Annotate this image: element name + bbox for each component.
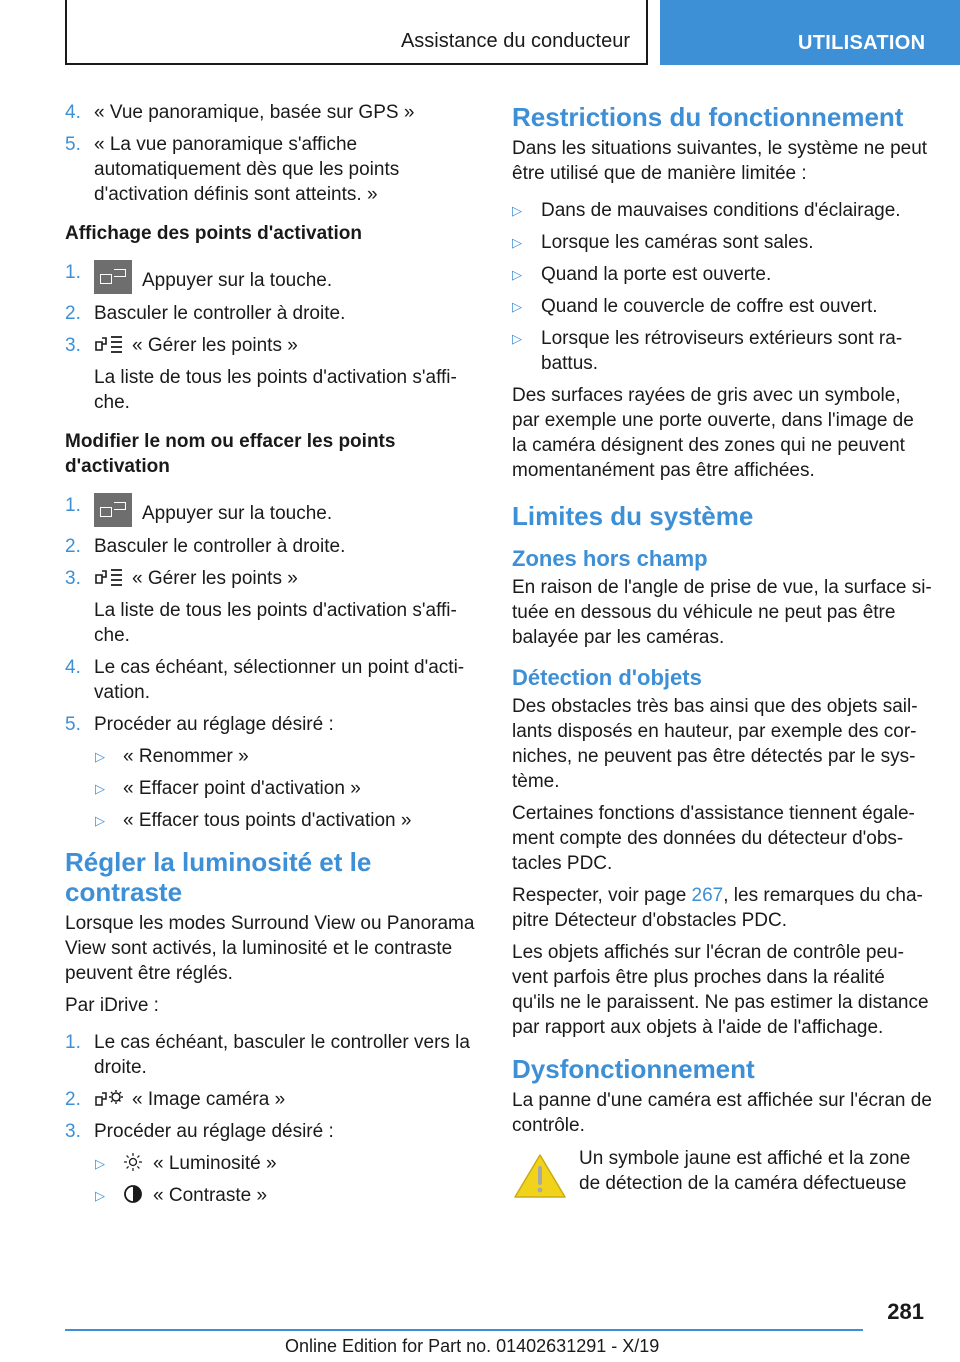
list-item — [65, 1030, 480, 1080]
left-column — [65, 100, 480, 1215]
right-column — [512, 100, 932, 1196]
list-text: Basculer le controller à droite. — [94, 303, 346, 324]
list-number: 1. — [65, 495, 81, 516]
triangle-bullet-icon: ▷ — [512, 267, 522, 282]
list-item — [65, 1087, 480, 1112]
list-text: Appuyer sur la touche. — [142, 270, 333, 291]
triangle-bullet-icon: ▷ — [95, 749, 105, 764]
camera-key-icon — [94, 493, 132, 527]
list-number: 3. — [65, 1121, 81, 1142]
sub-list-text: « Effacer point d'activation » — [123, 778, 361, 799]
paragraph-functions: Certaines fonctions d'assistance tiennent égale-ment compte des données du détecteur d'obs-tacles PDC. — [512, 803, 915, 874]
triangle-bullet-icon: ▷ — [95, 1156, 105, 1171]
page-link[interactable]: 267 — [691, 885, 724, 906]
triangle-bullet-icon: ▷ — [512, 331, 522, 346]
sub-list-text: « Renommer » — [123, 746, 249, 767]
list-number: 5. — [65, 134, 81, 155]
brightness-icon — [123, 1152, 143, 1172]
sub-list-item — [65, 1151, 480, 1176]
camera-settings-icon — [94, 1088, 124, 1108]
list-text: « Image caméra » — [132, 1089, 286, 1110]
list-text: « Vue panoramique, basée sur GPS » — [94, 102, 415, 123]
warning-text: Un symbole jaune est affiché et la zone de détection de la caméra défectueuse — [579, 1148, 911, 1194]
heading-restrictions: Restrictions du fonctionnement — [512, 102, 904, 132]
triangle-bullet-icon: ▷ — [512, 235, 522, 250]
manage-points-icon — [94, 334, 124, 354]
bullet-text: Quand le couvercle de coffre est ouvert. — [541, 296, 878, 317]
list-number: 2. — [65, 303, 81, 324]
sub-list-item — [65, 808, 480, 833]
paragraph-obstacles: Des obstacles très bas ainsi que des objets sail-lants disposés en hauteur, par exemple des cor-niches, ne peuvent pas être détectés par le sys-tème. — [512, 696, 918, 792]
footer-edition: Online Edition for Part no. 01402631291 - X/19 — [285, 1336, 660, 1356]
heading-blind-zones: Zones hors champ — [512, 546, 708, 571]
list-item — [65, 132, 480, 207]
list-number: 3. — [65, 335, 81, 356]
paragraph-brightness: Lorsque les modes Surround View ou Panorama View sont activés, la luminosité et le contraste peuvent être réglés. — [65, 913, 475, 984]
list-text: « Gérer les points » — [132, 568, 298, 589]
manage-points-icon — [94, 567, 124, 587]
paragraph-respect — [512, 883, 932, 933]
list-item — [65, 493, 480, 527]
list-text: Le cas échéant, basculer le controller vers la droite. — [94, 1032, 470, 1078]
bullet-text: Lorsque les rétroviseurs extérieurs sont ra-battus. — [541, 328, 903, 374]
header-chapter-tab — [660, 0, 960, 65]
list-item — [65, 534, 480, 559]
sub-list-text: « Contraste » — [153, 1185, 268, 1206]
footer-divider — [65, 1329, 863, 1331]
list-note: La liste de tous les points d'activation s'affi-che. — [94, 367, 457, 413]
page-number: 281 — [887, 1299, 924, 1324]
sub-list-item — [65, 776, 480, 801]
triangle-bullet-icon: ▷ — [512, 203, 522, 218]
heading-brightness-contrast: Régler la luminosité et le contraste — [65, 847, 372, 907]
contrast-icon — [123, 1184, 143, 1204]
list-number: 2. — [65, 1089, 81, 1110]
header-section-title: Assistance du conducteur — [400, 30, 630, 52]
paragraph-idrive: Par iDrive : — [65, 995, 159, 1016]
triangle-bullet-icon: ▷ — [95, 781, 105, 796]
sub-list-item — [65, 744, 480, 769]
paragraph-objects: Les objets affichés sur l'écran de contrôle peu-vent parfois être plus proches dans la réalité qu'ils ne le paraissent. Ne pas estimer la distance par rapport aux objets à l'aide de l'affichage. — [512, 942, 929, 1038]
list-text: Procéder au réglage désiré : — [94, 714, 334, 735]
list-text: Basculer le controller à droite. — [94, 536, 346, 557]
list-item — [65, 301, 480, 326]
list-text: Appuyer sur la touche. — [142, 503, 333, 524]
bullet-text: Lorsque les caméras sont sales. — [541, 232, 814, 253]
subheading-modify-points: Modifier le nom ou effacer les points d'activation — [65, 431, 396, 477]
paragraph-malfunction: La panne d'une caméra est affichée sur l'écran de contrôle. — [512, 1090, 932, 1136]
list-item — [65, 566, 480, 648]
warning-block — [512, 1146, 932, 1196]
list-number: 4. — [65, 657, 81, 678]
header-section-box — [65, 0, 648, 65]
bullet-item — [512, 326, 932, 376]
list-item — [65, 1119, 480, 1144]
heading-limits: Limites du système — [512, 501, 754, 531]
bullet-item — [512, 262, 932, 287]
heading-malfunction: Dysfonctionnement — [512, 1054, 755, 1084]
list-item — [65, 260, 480, 294]
sub-list-text: « Effacer tous points d'activation » — [123, 810, 412, 831]
paragraph-restrictions: Dans les situations suivantes, le système ne peut être utilisé que de manière limitée : — [512, 138, 928, 184]
list-item — [65, 712, 480, 737]
triangle-bullet-icon: ▷ — [95, 813, 105, 828]
list-item — [65, 655, 480, 705]
list-item — [65, 100, 480, 125]
respect-text: Respecter, voir page — [512, 885, 692, 906]
triangle-bullet-icon: ▷ — [512, 299, 522, 314]
list-number: 3. — [65, 568, 81, 589]
list-item — [65, 333, 480, 415]
bullet-text: Dans de mauvaises conditions d'éclairage. — [541, 200, 901, 221]
paragraph-surfaces: Des surfaces rayées de gris avec un symbole, par exemple une porte ouverte, dans l'image de la caméra désignent des zones qui ne peuvent momentanément pas être affichées. — [512, 385, 914, 481]
respect-text-end: , les remarques du cha-pitre Détecteur d'obstacles PDC. — [512, 885, 923, 931]
header-chapter-title: UTILISATION — [798, 32, 926, 54]
list-note: La liste de tous les points d'activation s'affi-che. — [94, 600, 457, 646]
bullet-item — [512, 230, 932, 255]
bullet-item — [512, 294, 932, 319]
camera-key-icon — [94, 260, 132, 294]
list-number: 1. — [65, 262, 81, 283]
list-text: « La vue panoramique s'affiche automatiquement dès que les points d'activation définis sont atteints. » — [94, 134, 400, 205]
sub-list-text: « Luminosité » — [153, 1153, 277, 1174]
bullet-item — [512, 198, 932, 223]
list-number: 5. — [65, 714, 81, 735]
subheading-display-points: Affichage des points d'activation — [65, 223, 362, 244]
triangle-bullet-icon: ▷ — [95, 1188, 105, 1203]
list-text: « Gérer les points » — [132, 335, 298, 356]
warning-triangle-icon — [512, 1152, 568, 1200]
list-text: Procéder au réglage désiré : — [94, 1121, 334, 1142]
heading-object-detection: Détection d'objets — [512, 665, 702, 690]
list-number: 1. — [65, 1032, 81, 1053]
paragraph-blind-zones: En raison de l'angle de prise de vue, la surface si-tuée en dessous du véhicule ne peut pas être balayée par les caméras. — [512, 577, 932, 648]
sub-list-item — [65, 1183, 480, 1208]
list-text: Le cas échéant, sélectionner un point d'acti-vation. — [94, 657, 465, 703]
list-number: 2. — [65, 536, 81, 557]
list-number: 4. — [65, 102, 81, 123]
bullet-text: Quand la porte est ouverte. — [541, 264, 772, 285]
